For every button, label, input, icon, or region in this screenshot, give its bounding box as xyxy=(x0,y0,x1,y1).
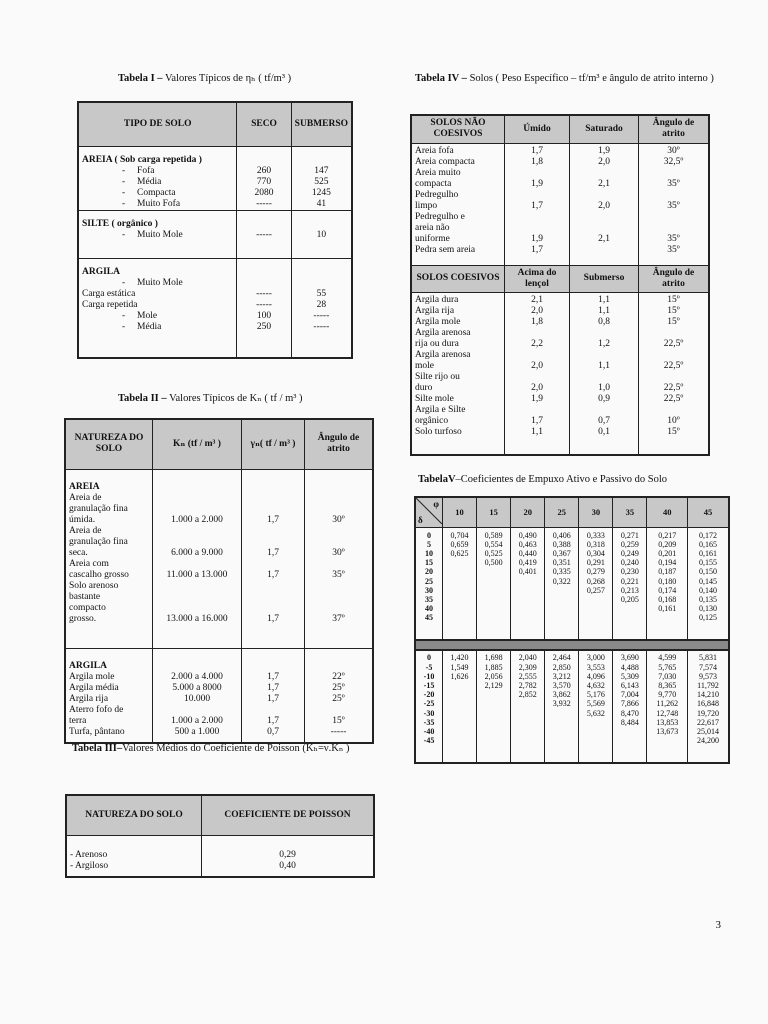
table2-row-a: ----- xyxy=(330,726,347,737)
table5-active-row xyxy=(415,527,729,640)
table1-group-labels xyxy=(78,258,237,358)
table4-row-u: 1,9 xyxy=(531,393,543,404)
table1-row-label: - Fofa xyxy=(122,165,155,176)
table5-phi-header: 30 xyxy=(579,497,613,527)
table4-header-acima: Acima do lençol xyxy=(505,266,570,292)
table4-row-u: 1,8 xyxy=(531,316,543,327)
table2-row-label: Argila mole xyxy=(69,671,115,682)
table1-seco-values xyxy=(237,210,291,258)
table1-group xyxy=(78,258,352,358)
table2-labels xyxy=(65,648,153,743)
table4-row-a: 22,5º xyxy=(663,382,684,393)
table4-row-a: 15º xyxy=(667,316,680,327)
table1-row-sub: ----- xyxy=(313,321,330,332)
table1-row-sub: 525 xyxy=(314,176,329,187)
table4-angulo-values xyxy=(639,292,710,455)
table2-row-label: Areia com cascalho grosso xyxy=(69,558,129,580)
table5-passive-column: 4,599 5,765 7,030 8,365 9,770 11,262 12,748 13,853 13,673 xyxy=(647,650,688,763)
table4-row-s: 0,7 xyxy=(598,415,610,426)
table4-row-u: 1,7 xyxy=(531,145,543,156)
table2-row-g: 1,7 xyxy=(267,715,279,726)
table5-active-column: 0,217 0,209 0,201 0,194 0,187 0,180 0,174 0,168 0,161 xyxy=(647,527,688,640)
table5-caption: TabelaV–Coeficientes de Empuxo Ativo e Passivo do Solo xyxy=(418,474,667,485)
table1-group xyxy=(78,146,352,210)
table4-row-u: 1,7 xyxy=(531,244,543,255)
delta-symbol: δ xyxy=(418,514,423,525)
table1-row-seco: 260 xyxy=(256,165,272,176)
table1-group-title: AREIA ( Sob carga repetida ) xyxy=(82,154,202,165)
table4-row-u: 2,0 xyxy=(531,360,543,371)
table5-passive-column: 2,464 2,850 3,212 3,570 3,862 3,932 xyxy=(545,650,579,763)
table5-passive-column: 3,000 3,553 4,096 4,632 5,176 5,569 5,632 xyxy=(579,650,613,763)
table4-row-s: 2,1 xyxy=(598,233,610,244)
table4-row-label: Argila arenosa mole xyxy=(415,349,471,371)
table2-row-k: 11.000 a 13.000 xyxy=(166,569,228,580)
table5-active-column: 0,406 0,388 0,367 0,351 0,335 0,322 xyxy=(545,527,579,640)
table5 xyxy=(414,496,730,764)
table2-group-title: AREIA xyxy=(69,481,100,492)
table5-active-column: 0,333 0,318 0,304 0,291 0,279 0,268 0,257 xyxy=(579,527,613,640)
table2-row-g: 1,7 xyxy=(267,671,279,682)
table2-row-k: 5.000 a 8000 xyxy=(172,682,222,693)
table4-header-coesivos: SOLOS COESIVOS xyxy=(411,266,505,292)
table2-kn-values xyxy=(153,648,242,743)
table1-row-sub xyxy=(295,278,348,289)
table1-row-label: - Mole xyxy=(122,310,158,321)
table1-row-seco: ----- xyxy=(256,299,272,310)
table1-row-seco: ----- xyxy=(256,288,272,299)
table1-row-label: Carga estática xyxy=(82,288,136,299)
table1-group-labels xyxy=(78,146,237,210)
table4-row-s: 1,1 xyxy=(598,305,610,316)
table2-row-label: Argila rija xyxy=(69,693,109,704)
table4-row-a: 22,5º xyxy=(663,393,684,404)
table1-header-seco: SECO xyxy=(237,102,291,146)
table4-row-s: 1,2 xyxy=(598,338,610,349)
table1-row-seco xyxy=(240,278,287,289)
page-number: 3 xyxy=(715,919,721,931)
table5-phi-header: 25 xyxy=(545,497,579,527)
table4-row-u: 1,7 xyxy=(531,415,543,426)
table5-active-column: 0,271 0,259 0,249 0,240 0,230 0,221 0,213 0,205 xyxy=(613,527,647,640)
table4-header-naocoesivos: SOLOS NÃO COESIVOS xyxy=(411,115,505,143)
table1-row-label: - Média xyxy=(122,176,162,187)
table1-row-sub: 41 xyxy=(316,198,327,209)
table3-header-natureza: NATUREZA DO SOLO xyxy=(66,795,202,835)
table5-active-column: 0,490 0,463 0,440 0,419 0,401 xyxy=(511,527,545,640)
table2-row-k: 1.000 a 2.000 xyxy=(171,514,223,525)
table4-row-s: 1,1 xyxy=(598,360,610,371)
table4-row-label: Pedra sem areia xyxy=(415,244,476,255)
table1-row-sub: 147 xyxy=(314,165,329,176)
table2-row-a: 30º xyxy=(332,547,345,558)
table4-row-a: 35º xyxy=(667,200,680,211)
table1-submerso-values xyxy=(291,210,352,258)
table4-row-a: 30º xyxy=(667,145,680,156)
table4-row-u: 1,9 xyxy=(531,233,543,244)
table4-row-s: 1,0 xyxy=(598,382,610,393)
table1-row-seco: 2080 xyxy=(254,187,274,198)
table2-row-g: 1,7 xyxy=(267,682,279,693)
table1-row-sub: 28 xyxy=(316,299,327,310)
table4-row-a: 35º xyxy=(667,244,680,255)
table2-row-a: 25º xyxy=(332,682,345,693)
table2-row-a: 25º xyxy=(332,693,345,704)
table1-row-label: - Muito Mole xyxy=(122,229,183,240)
table4-angulo-values xyxy=(639,143,710,266)
table2-row-g: 1,7 xyxy=(267,693,279,704)
table2-group xyxy=(65,648,373,743)
table1-body xyxy=(78,146,352,358)
table4-labels xyxy=(411,143,505,266)
table4-row-s: 0,9 xyxy=(598,393,610,404)
table1-row-sub: 1245 xyxy=(311,187,331,198)
table1-row-seco: 100 xyxy=(256,310,272,321)
table1-row-sub: 55 xyxy=(316,288,327,299)
phi-symbol: φ xyxy=(433,499,439,509)
table1-header-tipo: TIPO DE SOLO xyxy=(78,102,237,146)
table2-angulo-values xyxy=(305,648,374,743)
table4-row-label: Areia fofa xyxy=(415,145,454,156)
table4-row-label: Areia compacta xyxy=(415,156,475,167)
table5-phi-header: 10 xyxy=(443,497,477,527)
table2-row-a: 30º xyxy=(332,514,345,525)
table3-values: 0,29 0,40 xyxy=(202,835,375,877)
table4-row-label: Argila mole xyxy=(415,316,461,327)
table1-row-seco: ----- xyxy=(256,229,272,240)
table4-col1-values xyxy=(505,292,570,455)
table5-active-column: 0,172 0,165 0,161 0,155 0,150 0,145 0,140 0,135 0,130 0,125 xyxy=(688,527,729,640)
table4-header-umido: Úmido xyxy=(505,115,570,143)
table5-phi-header: 15 xyxy=(477,497,511,527)
table1 xyxy=(77,101,353,359)
table2-row-k: 2.000 a 4.000 xyxy=(171,671,223,682)
table2-row-a: 22º xyxy=(332,671,345,682)
table4-header-angulo2: Ângulo de atrito xyxy=(639,266,710,292)
table4 xyxy=(410,114,710,456)
table2-header-natureza: NATUREZA DO SOLO xyxy=(65,419,153,469)
table4-row-u: 1,1 xyxy=(531,426,543,437)
table1-submerso-values xyxy=(291,258,352,358)
table2-caption: Tabela II – Valores Típicos de Kₙ ( tf / m³ ) xyxy=(118,393,303,404)
table2-header-angulo: Ângulo de atrito xyxy=(305,419,374,469)
table4-row-label: Argila e Silte orgânico xyxy=(415,404,466,426)
table4-row-u: 2,0 xyxy=(531,305,543,316)
table4-row-u: 1,8 xyxy=(531,156,543,167)
table5-phi-header: 40 xyxy=(647,497,688,527)
table2-row-g: 1,7 xyxy=(267,569,279,580)
table4-row-label: Solo turfoso xyxy=(415,426,462,437)
table2-row-k: 13.000 a 16.000 xyxy=(166,613,228,624)
table4-row-label: Silte mole xyxy=(415,393,454,404)
table4-row-a: 15º xyxy=(667,305,680,316)
table4-col1-values xyxy=(505,143,570,266)
table4-row-a: 35º xyxy=(667,233,680,244)
table5-passive-row xyxy=(415,650,729,763)
table2-row-g: 1,7 xyxy=(267,514,279,525)
table2-row-k: 10.000 xyxy=(183,693,211,704)
table5-passive-column: 2,040 2,309 2,555 2,782 2,852 xyxy=(511,650,545,763)
table5-phi-header: 35 xyxy=(613,497,647,527)
table1-row-seco: ----- xyxy=(256,198,272,209)
table3 xyxy=(65,794,375,878)
table1-row-label: - Média xyxy=(122,321,162,332)
table2-row-k: 1.000 a 2.000 xyxy=(171,715,223,726)
table1-row-seco: 250 xyxy=(256,321,272,332)
table4-row-s: 0,1 xyxy=(598,426,610,437)
table2-row-a: 35º xyxy=(332,569,345,580)
table2-row-g: 1,7 xyxy=(267,613,279,624)
table4-row-label: Argila dura xyxy=(415,294,459,305)
table2-row-a: 37º xyxy=(332,613,345,624)
table5-passive-column: 1,698 1,885 2,056 2,129 xyxy=(477,650,511,763)
table5-delta-passive: 0 -5 -10 -15 -20 -25 -30 -35 -40 -45 xyxy=(415,650,443,763)
table5-passive-column: 3,690 4,488 5,309 6,143 7,004 7,866 8,470 8,484 xyxy=(613,650,647,763)
table1-seco-values xyxy=(237,146,291,210)
table4-row-a: 22,5º xyxy=(663,360,684,371)
table2-angulo-values xyxy=(305,469,374,648)
table2-group xyxy=(65,469,373,648)
table4-row-a: 35º xyxy=(667,178,680,189)
table3-labels: - Arenoso - Argiloso xyxy=(70,849,109,871)
table2-header-kn: Kₙ (tf / m³ ) xyxy=(153,419,242,469)
table5-active-column: 0,589 0,554 0,525 0,500 xyxy=(477,527,511,640)
table4-row-label: Areia muito compacta xyxy=(415,167,461,189)
table4-body-coesivos xyxy=(411,292,709,455)
table5-active-column: 0,704 0,659 0,625 xyxy=(443,527,477,640)
table4-col2-values xyxy=(570,292,639,455)
table4-row-label: Pedregulho e areia não uniforme xyxy=(415,211,465,244)
table2-header-gamma: γₙ( tf / m³ ) xyxy=(242,419,305,469)
table4-row-label: Argila arenosa rija ou dura xyxy=(415,327,471,349)
table4-row-a: 10º xyxy=(667,415,680,426)
table5-header-row xyxy=(415,497,729,527)
table4-col2-values xyxy=(570,143,639,266)
table4-labels xyxy=(411,292,505,455)
table4-row-a: 32,5º xyxy=(663,156,684,167)
table2-row-a: 15º xyxy=(332,715,345,726)
table4-row-a: 22,5º xyxy=(663,338,684,349)
table2-body xyxy=(65,469,373,743)
table5-separator xyxy=(415,640,729,651)
table1-group-title: ARGILA xyxy=(82,266,121,277)
table2-gamma-values xyxy=(242,648,305,743)
table1-submerso-values xyxy=(291,146,352,210)
table2-row-label: Argila média xyxy=(69,682,119,693)
table1-group-labels xyxy=(78,210,237,258)
table4-header-submerso: Submerso xyxy=(570,266,639,292)
table4-row-s: 2,0 xyxy=(598,200,610,211)
table1-row-seco: 770 xyxy=(256,176,272,187)
table5-passive-column: 1,420 1,549 1,626 xyxy=(443,650,477,763)
table2-row-label: Turfa, pântano xyxy=(69,726,125,737)
table5-phi-delta-cell xyxy=(415,497,443,527)
table2-row-label: Areia de granulação fina úmida. xyxy=(69,492,128,525)
table1-row-sub: 10 xyxy=(316,229,327,240)
table4-row-u: 2,2 xyxy=(531,338,543,349)
table5-phi-header: 45 xyxy=(688,497,729,527)
table1-row-label: - Compacta xyxy=(122,187,176,198)
table4-row-a: 15º xyxy=(667,294,680,305)
table1-caption: Tabela I – Valores Típicos de ηₕ ( tf/m³ ) xyxy=(118,73,292,84)
table5-phi-header: 20 xyxy=(511,497,545,527)
table1-header-submerso: SUBMERSO xyxy=(291,102,352,146)
table4-group xyxy=(411,143,709,266)
table2-labels xyxy=(65,469,153,648)
table5-delta-active: 0 5 10 15 20 25 30 35 40 45 xyxy=(415,527,443,640)
table2-row-label: Areia de granulação fina seca. xyxy=(69,525,128,558)
table1-row-sub: ----- xyxy=(313,310,330,321)
table4-row-u: 1,7 xyxy=(531,200,543,211)
table1-group xyxy=(78,210,352,258)
table4-row-s: 0,8 xyxy=(598,316,610,327)
table3-caption: Tabela III–Valores Médios do Coeficiente de Poisson (Kₕ=ν.Kₙ ) xyxy=(72,743,350,754)
table1-group-title: SILTE ( orgânico ) xyxy=(82,218,158,229)
table1-seco-values xyxy=(237,258,291,358)
table3-header-poisson: COEFICIENTE DE POISSON xyxy=(202,795,375,835)
table2-row-label: Aterro fofo de terra xyxy=(69,704,124,726)
table4-row-s xyxy=(573,245,635,256)
table1-row-label: Carga repetida xyxy=(82,299,138,310)
table4-header-saturado: Saturado xyxy=(570,115,639,143)
table4-row-u: 1,9 xyxy=(531,178,543,189)
table4-group xyxy=(411,292,709,455)
table4-row-s: 1,9 xyxy=(598,145,610,156)
table2-group-title: ARGILA xyxy=(69,660,108,671)
table2-gamma-values xyxy=(242,469,305,648)
table4-row-a: 15º xyxy=(667,426,680,437)
table4-header-angulo1: Ângulo de atrito xyxy=(639,115,710,143)
table2-row-g: 1,7 xyxy=(267,547,279,558)
table2-row-k: 500 a 1.000 xyxy=(174,726,220,737)
table4-row-s: 1,1 xyxy=(598,294,610,305)
table4-row-label: Argila rija xyxy=(415,305,455,316)
table2-row-k: 6.000 a 9.000 xyxy=(171,547,223,558)
table4-row-s: 2,1 xyxy=(598,178,610,189)
table2-kn-values xyxy=(153,469,242,648)
table1-row-label: - Muito Mole xyxy=(122,277,183,288)
table2-row-g: 0,7 xyxy=(267,726,279,737)
table4-row-u: 2,0 xyxy=(531,382,543,393)
table4-row-label: Silte rijo ou duro xyxy=(415,371,460,393)
table4-caption: Tabela IV – Solos ( Peso Específico – tf/m³ e ângulo de atrito interno ) xyxy=(415,73,714,84)
table5-passive-column: 5,831 7,574 9,573 11,792 14,210 16,848 19,720 22,617 25,014 24,200 xyxy=(688,650,729,763)
table4-row-s: 2,0 xyxy=(598,156,610,167)
table4-row-u: 2,1 xyxy=(531,294,543,305)
table4-row-label: Pedregulho limpo xyxy=(415,189,459,211)
table4-body-naocoesivos xyxy=(411,143,709,266)
table1-row-label: - Muito Fofa xyxy=(122,198,181,209)
table2-row-label: Solo arenoso bastante compacto grosso. xyxy=(69,580,119,624)
table2 xyxy=(64,418,374,744)
